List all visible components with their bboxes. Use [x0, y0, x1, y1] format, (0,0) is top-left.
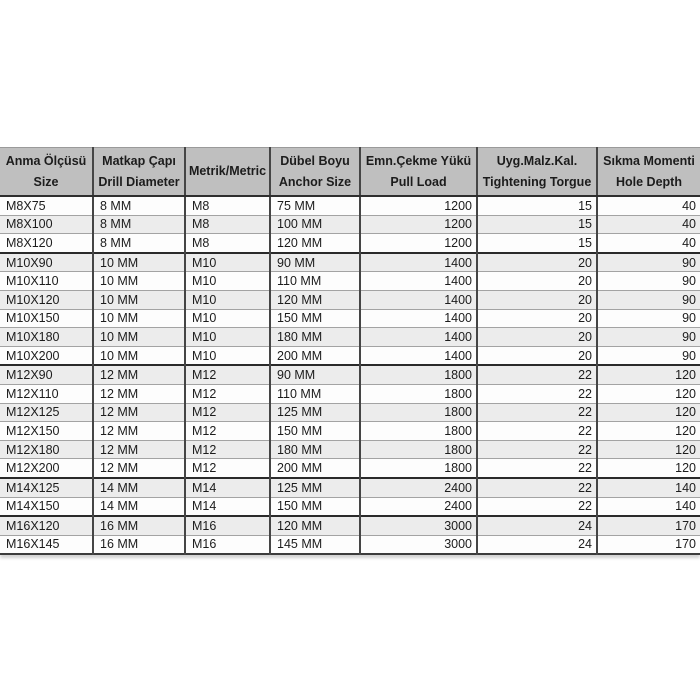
cell-hole-depth: 140 [597, 478, 700, 497]
table-body [0, 196, 700, 554]
cell-drill-diameter: 14 MM [93, 478, 185, 497]
table-row [0, 234, 700, 253]
header-line-primary: Matkap Çapı [102, 153, 176, 168]
cell-drill-diameter: 10 MM [93, 253, 185, 272]
cell-anchor-size: 200 MM [270, 459, 360, 478]
cell-hole-depth: 90 [597, 346, 700, 365]
cell-anchor-size: 180 MM [270, 440, 360, 459]
cell-hole-depth: 170 [597, 516, 700, 535]
cell-drill-diameter: 16 MM [93, 535, 185, 554]
column-header-size [0, 148, 93, 197]
cell-hole-depth: 120 [597, 365, 700, 384]
column-header-anchor-size [270, 148, 360, 197]
cell-hole-depth: 120 [597, 384, 700, 403]
cell-metric: M16 [185, 535, 270, 554]
cell-drill-diameter: 8 MM [93, 234, 185, 253]
cell-drill-diameter: 10 MM [93, 290, 185, 309]
cell-anchor-size: 120 MM [270, 234, 360, 253]
cell-anchor-size: 120 MM [270, 516, 360, 535]
cell-drill-diameter: 12 MM [93, 403, 185, 422]
table-row [0, 459, 700, 478]
table-row [0, 346, 700, 365]
cell-anchor-size: 150 MM [270, 497, 360, 516]
cell-drill-diameter: 14 MM [93, 497, 185, 516]
table-row [0, 440, 700, 459]
cell-size: M12X125 [0, 403, 93, 422]
cell-drill-diameter: 12 MM [93, 459, 185, 478]
cell-pull-load: 1400 [360, 272, 477, 291]
cell-hole-depth: 90 [597, 272, 700, 291]
header-line-secondary: Drill Diameter [98, 174, 180, 189]
cell-size: M14X125 [0, 478, 93, 497]
cell-size: M16X120 [0, 516, 93, 535]
cell-tightening-torque: 22 [477, 403, 597, 422]
cell-pull-load: 1800 [360, 403, 477, 422]
cell-hole-depth: 90 [597, 290, 700, 309]
cell-tightening-torque: 20 [477, 346, 597, 365]
cell-pull-load: 1400 [360, 253, 477, 272]
cell-size: M14X150 [0, 497, 93, 516]
table-row [0, 272, 700, 291]
cell-anchor-size: 120 MM [270, 290, 360, 309]
table-row [0, 478, 700, 497]
table-row [0, 497, 700, 516]
cell-anchor-size: 75 MM [270, 196, 360, 215]
cell-pull-load: 1200 [360, 215, 477, 234]
cell-tightening-torque: 15 [477, 196, 597, 215]
cell-anchor-size: 145 MM [270, 535, 360, 554]
cell-pull-load: 1400 [360, 290, 477, 309]
cell-size: M8X120 [0, 234, 93, 253]
cell-drill-diameter: 12 MM [93, 384, 185, 403]
cell-anchor-size: 100 MM [270, 215, 360, 234]
cell-metric: M10 [185, 290, 270, 309]
header-line-primary: Emn.Çekme Yükü [365, 153, 472, 168]
column-header-metric [185, 148, 270, 197]
header-line-secondary: Anchor Size [278, 174, 352, 189]
cell-tightening-torque: 20 [477, 253, 597, 272]
cell-hole-depth: 40 [597, 196, 700, 215]
table-row [0, 422, 700, 441]
cell-hole-depth: 140 [597, 497, 700, 516]
cell-tightening-torque: 22 [477, 422, 597, 441]
cell-size: M10X90 [0, 253, 93, 272]
cell-size: M16X145 [0, 535, 93, 554]
cell-anchor-size: 90 MM [270, 365, 360, 384]
cell-drill-diameter: 8 MM [93, 215, 185, 234]
table-row [0, 535, 700, 554]
header-line-secondary: Pull Load [390, 174, 447, 189]
cell-size: M12X200 [0, 459, 93, 478]
table-row [0, 365, 700, 384]
cell-tightening-torque: 22 [477, 497, 597, 516]
cell-metric: M10 [185, 328, 270, 347]
header-line-primary: Uyg.Malz.Kal. [496, 153, 578, 168]
cell-tightening-torque: 22 [477, 365, 597, 384]
cell-hole-depth: 40 [597, 234, 700, 253]
cell-metric: M8 [185, 196, 270, 215]
cell-hole-depth: 120 [597, 422, 700, 441]
cell-tightening-torque: 24 [477, 516, 597, 535]
cell-size: M10X150 [0, 309, 93, 328]
cell-anchor-size: 110 MM [270, 384, 360, 403]
cell-metric: M8 [185, 215, 270, 234]
cell-metric: M10 [185, 253, 270, 272]
cell-size: M10X120 [0, 290, 93, 309]
cell-pull-load: 1800 [360, 440, 477, 459]
cell-pull-load: 1200 [360, 196, 477, 215]
cell-tightening-torque: 20 [477, 272, 597, 291]
cell-anchor-size: 150 MM [270, 309, 360, 328]
cell-pull-load: 3000 [360, 516, 477, 535]
cell-anchor-size: 200 MM [270, 346, 360, 365]
cell-pull-load: 1400 [360, 346, 477, 365]
cell-metric: M12 [185, 403, 270, 422]
cell-hole-depth: 120 [597, 440, 700, 459]
column-header-hole-depth [597, 148, 700, 197]
cell-anchor-size: 90 MM [270, 253, 360, 272]
table-row [0, 253, 700, 272]
cell-tightening-torque: 15 [477, 234, 597, 253]
cell-anchor-size: 150 MM [270, 422, 360, 441]
cell-hole-depth: 120 [597, 459, 700, 478]
table-row [0, 328, 700, 347]
cell-pull-load: 2400 [360, 497, 477, 516]
cell-size: M10X110 [0, 272, 93, 291]
cell-hole-depth: 40 [597, 215, 700, 234]
cell-hole-depth: 90 [597, 309, 700, 328]
cell-size: M8X100 [0, 215, 93, 234]
anchor-spec-table [0, 147, 700, 555]
cell-drill-diameter: 12 MM [93, 422, 185, 441]
cell-tightening-torque: 22 [477, 384, 597, 403]
cell-pull-load: 1800 [360, 422, 477, 441]
cell-tightening-torque: 24 [477, 535, 597, 554]
cell-size: M12X150 [0, 422, 93, 441]
cell-metric: M14 [185, 497, 270, 516]
table-row [0, 516, 700, 535]
cell-size: M12X90 [0, 365, 93, 384]
cell-pull-load: 1200 [360, 234, 477, 253]
column-header-tightening-torque [477, 148, 597, 197]
cell-metric: M16 [185, 516, 270, 535]
cell-pull-load: 3000 [360, 535, 477, 554]
cell-drill-diameter: 10 MM [93, 272, 185, 291]
cell-tightening-torque: 22 [477, 478, 597, 497]
cell-drill-diameter: 16 MM [93, 516, 185, 535]
cell-pull-load: 1400 [360, 309, 477, 328]
cell-pull-load: 1800 [360, 384, 477, 403]
cell-hole-depth: 90 [597, 328, 700, 347]
cell-size: M8X75 [0, 196, 93, 215]
cell-drill-diameter: 12 MM [93, 440, 185, 459]
cell-hole-depth: 120 [597, 403, 700, 422]
cell-hole-depth: 170 [597, 535, 700, 554]
cell-metric: M12 [185, 440, 270, 459]
cell-metric: M14 [185, 478, 270, 497]
cell-drill-diameter: 12 MM [93, 365, 185, 384]
cell-tightening-torque: 15 [477, 215, 597, 234]
cell-metric: M10 [185, 346, 270, 365]
cell-metric: M12 [185, 422, 270, 441]
cell-size: M12X180 [0, 440, 93, 459]
cell-anchor-size: 180 MM [270, 328, 360, 347]
spec-table-sheet [0, 147, 700, 555]
cell-size: M12X110 [0, 384, 93, 403]
column-header-drill-diameter [93, 148, 185, 197]
cell-pull-load: 2400 [360, 478, 477, 497]
cell-pull-load: 1800 [360, 459, 477, 478]
cell-metric: M10 [185, 309, 270, 328]
cell-anchor-size: 110 MM [270, 272, 360, 291]
column-header-pull-load [360, 148, 477, 197]
table-row [0, 290, 700, 309]
cell-drill-diameter: 10 MM [93, 328, 185, 347]
cell-drill-diameter: 8 MM [93, 196, 185, 215]
header-line-primary: Dübel Boyu [280, 153, 350, 168]
cell-pull-load: 1400 [360, 328, 477, 347]
table-row [0, 384, 700, 403]
header-line-secondary: Size [33, 174, 59, 189]
header-line-primary: Sıkma Momenti [603, 153, 695, 168]
header-line-primary: Anma Ölçüsü [5, 153, 87, 168]
cell-size: M10X180 [0, 328, 93, 347]
header-line-primary: Metrik/Metric [188, 164, 267, 179]
table-row [0, 215, 700, 234]
header-row [0, 148, 700, 197]
table-row [0, 196, 700, 215]
cell-metric: M8 [185, 234, 270, 253]
cell-tightening-torque: 20 [477, 328, 597, 347]
cell-pull-load: 1800 [360, 365, 477, 384]
cell-anchor-size: 125 MM [270, 403, 360, 422]
cell-tightening-torque: 22 [477, 440, 597, 459]
cell-tightening-torque: 22 [477, 459, 597, 478]
cell-metric: M12 [185, 365, 270, 384]
cell-anchor-size: 125 MM [270, 478, 360, 497]
cell-drill-diameter: 10 MM [93, 346, 185, 365]
table-row [0, 309, 700, 328]
cell-drill-diameter: 10 MM [93, 309, 185, 328]
cell-tightening-torque: 20 [477, 290, 597, 309]
cell-metric: M12 [185, 459, 270, 478]
header-line-secondary: Tightening Torgue [482, 174, 592, 189]
cell-hole-depth: 90 [597, 253, 700, 272]
header-line-secondary: Hole Depth [616, 174, 682, 189]
cell-tightening-torque: 20 [477, 309, 597, 328]
cell-metric: M10 [185, 272, 270, 291]
table-row [0, 403, 700, 422]
cell-size: M10X200 [0, 346, 93, 365]
cell-metric: M12 [185, 384, 270, 403]
